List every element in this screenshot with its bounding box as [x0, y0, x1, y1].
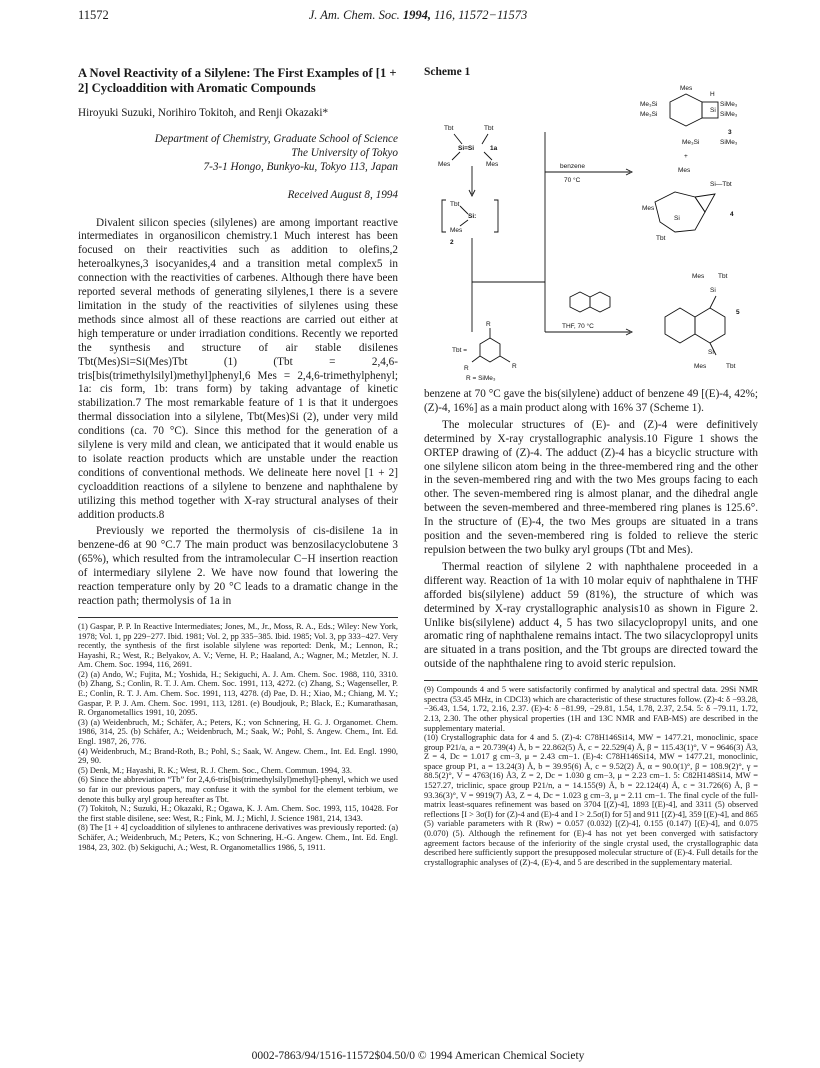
three-membered-ring: [695, 194, 715, 212]
body-paragraph: The molecular structures of (E)- and (Z)-4 were definitively determined by X-ray crystallographic analysis.10 Figure 1 shows the ORTEP drawing of (Z)-4. The adduct (Z)-4 has a bicyclic structure with one silylene silicon atom being in the three-membered ring and the other in the seven-membered ring and with the two Mes groups facing to each other. The seven-membered ring is almost planar, and the dihedral angle between the seven-membered and three-membered ring planes is 125.6°. In the structure of (E)-4, the two Mes groups are situated in a trans position and the seven-membered ring is folded to relieve the steric repulsion between the two bulky aryl groups (Tbt and Mes).: [424, 418, 758, 556]
scheme-drawing: [430, 82, 760, 382]
label-mes: Mes: [678, 167, 691, 174]
label-h: H: [710, 91, 715, 98]
body-paragraph: Previously we reported the thermolysis of cis-disilene 1a in benzene-d6 at 90 °C.7 The main product was benzosilacyclobutene 3 (65%), which resulted from the intramolecular C−H insertion reaction of intermediary silylene 2. We have now found that lowering the reaction temperature only by 20 °C leads to a dramatic change in the reaction path; thermolysis of 1a in: [78, 525, 398, 607]
label-me3si: Me₃Si: [682, 139, 700, 146]
label-tbt: Tbt: [450, 201, 460, 208]
naphthalene-ring: [570, 292, 590, 312]
footnote: (8) The [1 + 4] cycloaddition of silylenes to anthracene derivatives was previously reported: (a) Schäfer, A.; Weidenbruch, M.; Peters, K.; von Schnering, H.-G. Angew. Chem., Int. Ed. Engl. 1984, 23, 302. (b) Sekiguchi, A.; West, R. Organometallics 1986, 5, 1911.: [78, 823, 398, 852]
label-r: R: [464, 365, 469, 372]
footnote: (4) Weidenbruch, M.; Brand-Roth, B.; Pohl, S.; Saak, W. Angew. Chem., Int. Ed. Engl. 1990, 29, 90.: [78, 746, 398, 766]
footnote: (5) Denk, M.; Hayashi, R. K.; West, R. J. Chem. Soc., Chem. Commun. 1994, 33.: [78, 765, 352, 775]
footnote-divider: [424, 680, 758, 681]
body-paragraph: Thermal reaction of silylene 2 with naphthalene proceeded in a different way. Reaction of 1a with 10 molar equiv of naphthalene in THF afforded bis(silylene) adduct 59 (81%), the structure of which was determined by X-ray crystallographic analysis10 as shown in Figure 2. Unlike bis(silylene) adduct 4, 5 has two silacyclopropyl units, and one aromatic ring of naphthalene remains intact. The two silacyclopropyl units are situated in a trans position, and the Tbt groups are directed toward the outside of the naphthalene ring to avoid steric repulsion.: [424, 560, 758, 671]
label-temperature: 70 °C: [564, 177, 581, 184]
bond: [452, 152, 460, 160]
journal-name: J. Am. Chem. Soc.: [308, 8, 400, 22]
label-tbt-definition: Tbt =: [452, 347, 467, 354]
body-paragraph: benzene at 70 °C gave the bis(silylene) adduct of benzene 49 [(E)-4, 42%; (Z)-4, 16%] as a main product along with 16% 37 (Scheme 1).: [424, 388, 758, 414]
footnote: (7) Tokitoh, N.; Suzuki, H.; Okazaki, R.; Ogawa, K. J. Am. Chem. Soc. 1993, 115, 10428. For the first stable disilene, see: West, R.; Fink, M. J.; Michl, J. Science 1981, 214, 1343.: [78, 804, 398, 823]
affiliation: [78, 133, 398, 175]
reaction-scheme: [430, 82, 760, 382]
affiliation-line: Department of Chemistry, Graduate School of Science: [154, 132, 398, 145]
journal-pages: 11572−11573: [458, 8, 528, 22]
benzo-ring: [670, 94, 702, 126]
bond: [460, 220, 468, 226]
affiliation-line: The University of Tokyo: [291, 146, 398, 159]
label-si: Si: [710, 287, 716, 294]
label-r-definition: R = SiMe₃: [466, 375, 496, 382]
left-column: [78, 66, 398, 852]
journal-year: 1994,: [402, 8, 432, 22]
label-silylene: Si:: [468, 213, 477, 220]
label-mes: Mes: [438, 161, 451, 168]
tbt-ring: [480, 338, 500, 362]
label-si: Si: [710, 107, 716, 114]
label-tbt: Tbt: [656, 235, 666, 242]
aromatic-ring: [665, 308, 695, 343]
label-disilene: Si=Si: [458, 145, 475, 152]
bond: [484, 152, 492, 160]
footnote: (10) Crystallographic data for 4 and 5. (Z)-4: C78H146Si14, MW = 1477.21, monoclinic, space group P21/a, a = 20.739(4) Å, b = 22.862(5) Å, c = 22.529(4) Å, β = 115.43(1)°, V = 9646(3) Å3, Z = 4, Dc = 1.017 g cm−3, μ = 2.43 cm−1. (E)-4: C78H146Si14, MW = 1477.21, monoclinic, space group P1, a = 13.24(3) Å, b = 39.95(6) Å, c = 9.52(2) Å, α = 90.0(1)°, β = 108.9(2)°, γ = 88.5(2)°, V = 4763(16) Å3, Z = 2, Dc = 1.030 g cm−3, μ = 2.23 cm−1. 5: C82H148Si14, MW = 1527.27, triclinic, space group P21/n, a = 14.155(9) Å, b = 22.124(4) Å, c = 31.726(6) Å, β = 93.36(3)°, V = 9919(7) Å3, Z = 4, Dc = 1.023 g cm−3, μ = 2.11 cm−1. The final cycle of the full-matrix least-squares refinement was based on 3704 [(Z)-4], 1893 [(E)-4], and 3311 (5) observed reflections [I > 3σ(I) for (Z)-4 and (E)-4 and I > 2.5σ(I) for 5] and 911 [(Z)-4], 359 [(E)-4], and 865 (5) variable parameters with R (Rw) = 0.057 (0.032) [(Z)-4], 0.155 (0.147) [(E)-4], and 0.075 (0.070) (5). Although the refinement for (E)-4 has not yet been converged with satisfactory agreement factors because of the inferiority of the single crystal used, the crystallographic data described here sufficiently support the presupposed molecular structure of (E)-4. Full details for the crystallographic analyses of (Z)-4, (E)-4, and 5 are described in the supplementary material.: [424, 733, 758, 867]
label-compound-5: 5: [736, 309, 740, 316]
bracket: [494, 200, 498, 232]
label-compound-2: 2: [450, 239, 454, 246]
bracket: [442, 200, 446, 232]
label-tbt: Tbt: [718, 273, 728, 280]
label-mes: Mes: [450, 227, 463, 234]
label-plus: +: [684, 153, 688, 160]
footnote: (2) (a) Ando, W.; Fujita, M.; Yoshida, H.; Sekiguchi, A. J. Am. Chem. Soc. 1988, 110, 3310. (b) Zhang, S.; Conlin, R. T. J. Am. Chem. Soc. 1991, 113, 4272. (c) Zhang, S.; Wagenseller, P. E.; Conlin, R. T. J. Am. Chem. Soc. 1991, 113, 4278. (d) Pae, D. H.; Xiao, M.; Chiang, M. Y.; Gaspar, P. P. J. Am. Chem. Soc. 1991, 113, 1281. (e) Boudjouk, P.; Black, E.; Kumarathasan, R. Organometallics 1991, 10, 2095.: [78, 669, 398, 718]
label-mes: Mes: [486, 161, 499, 168]
journal-citation: [78, 8, 758, 23]
article-title: A Novel Reactivity of a Silylene: The First Examples of [1 + 2] Cycloaddition with Aromatic Compounds: [78, 66, 397, 95]
label-thf-conditions: THF, 70 °C: [562, 323, 594, 330]
label-si-tbt: Si—Tbt: [710, 181, 732, 188]
bond: [710, 296, 716, 308]
label-si: Si: [674, 215, 680, 222]
label-tbt: Tbt: [726, 363, 736, 370]
label-mes: Mes: [680, 85, 693, 92]
label-sime3: SiMe₃: [720, 101, 738, 108]
label-compound-4: 4: [730, 211, 734, 218]
footnote-divider: [78, 617, 398, 618]
label-mes: Mes: [694, 363, 707, 370]
label-tbt: Tbt: [484, 125, 494, 132]
journal-volume: 116,: [434, 8, 456, 22]
silylated-ring: [695, 308, 725, 343]
label-r: R: [512, 363, 517, 370]
label-mes: Mes: [692, 273, 705, 280]
bond: [454, 134, 462, 144]
received-date: Received August 8, 1994: [287, 188, 398, 201]
label-si: Si: [708, 349, 714, 356]
body-paragraph: Divalent silicon species (silylenes) are among important reactive intermediates in organosilicon chemistry.1 Much interest has been focused on their reactivities such as addition to olefins,2 heteroalkynes,3 isocyanides,4 and a transition metal complex5 in connection with the reactivities of carbenes. Although there have been reported several methods of generating silylenes,1 there is a severe limitation in the study of the reactivities of silylenes using these methods since almost all of these reactions are carried out either at high temperature or under irradiation conditions. Recently we reported the synthesis and structure of air stable disilenes Tbt(Mes)Si=Si(Mes)Tbt (1) (Tbt = 2,4,6-tris[bis(trimethylsilyl)methyl]phenyl,6 Mes = 2,4,6-trimethylphenyl; 1a: cis form, 1b: trans form) by taking advantage of kinetic stabilization.7 The most remarkable feature of 1 is that it undergoes thermal dissociation into a silylene, Tbt(Mes)Si (2), under very mild conditions (ca. 70 °C). Since this method for the generation of a silylene is very mild and clean, we anticipated that it would enable us to isolate reaction products which are unstable under the reaction conditions of conventional methods. We delineate here novel [1 + 2] cycloaddition reactions of a silylene to benzene and naphthalene by utilizing this method together with X-ray structural analyses of their addition products.8: [78, 216, 398, 521]
label-solvent-benzene: benzene: [560, 163, 585, 170]
label-r: R: [486, 321, 491, 328]
bond: [482, 134, 488, 144]
label-mes: Mes: [642, 205, 655, 212]
author-list: Hiroyuki Suzuki, Norihiro Tokitoh, and Renji Okazaki*: [78, 107, 329, 119]
label-tbt: Tbt: [444, 125, 454, 132]
label-me3si: Me₃Si: [640, 101, 658, 108]
label-sime3: SiMe₃: [720, 111, 738, 118]
page-number: 11572: [78, 8, 109, 22]
label-sime3: SiMe₃: [720, 139, 738, 146]
running-header: [78, 8, 758, 26]
footnote: (3) (a) Weidenbruch, M.; Schäfer, A.; Peters, K.; von Schnering, H. G. J. Organomet. Chem. 1986, 314, 25. (b) Schäfer, A.; Weidenbruch, M.; Saak, W.; Pohl, S. Angew. Chem., Int. Ed. Engl. 1987, 26, 776.: [78, 717, 398, 747]
label-compound-3: 3: [728, 129, 732, 136]
affiliation-line: 7-3-1 Hongo, Bunkyo-ku, Tokyo 113, Japan: [203, 160, 398, 173]
seven-membered-ring: [655, 192, 705, 232]
right-column: [424, 388, 758, 867]
footnote: (1) Gaspar, P. P. In Reactive Intermediates; Jones, M., Jr., Moss, R. A., Eds.; Wiley: New York, 1978; Vol. 1, pp 229−277. Ibid. 1981; Vol. 2, pp 335−385. Ibid. 1985; Vol. 3, pp 333−427. Very recently, the synthesis of the first isolable silylene was reported: Denk, M.; Lennon, R.; Hayashi, R.; West, R.; Belyakov, A. V.; Verne, H. P.; Haaland, A.; Wagner, M.; Metzler, N. J. Am. Chem. Soc. 1994, 116, 2691.: [78, 621, 398, 670]
footnote: (9) Compounds 4 and 5 were satisfactorily confirmed by analytical and spectral data. 29Si NMR spectra (53.45 MHz, in CDCl3) which are characteristic of these structures follow. (Z)-4: δ −93.28, −36.43, 1.54, 1.72, 2.16, 2.37. (E)-4: δ −81.99, −29.81, 1.54, 1.78, 2.37, 2.54. 5: δ −79.11, 1.72, 2.13, 2.30. The other physical properties (1H and 13C NMR and FAB-MS) are described in the supplementary material.: [424, 685, 758, 733]
footnote: (6) Since the abbreviation “Tb” for 2,4,6-tris[bis(trimethylsilyl)methyl]-phenyl, which we used so far in our previous papers, may confuse it with the symbol for the element terbium, we denote this bulky aryl group hereafter as Tbt.: [78, 775, 398, 804]
scheme-label: Scheme 1: [424, 66, 471, 78]
bond: [500, 356, 510, 362]
label-compound-1a: 1a: [490, 145, 498, 152]
bond: [460, 206, 468, 214]
page-footer: 0002-7863/94/1516-11572$04.50/0 © 1994 American Chemical Society: [251, 1050, 585, 1062]
label-me3si: Me₃Si: [640, 111, 658, 118]
bond: [472, 356, 480, 362]
naphthalene-ring: [590, 292, 610, 312]
